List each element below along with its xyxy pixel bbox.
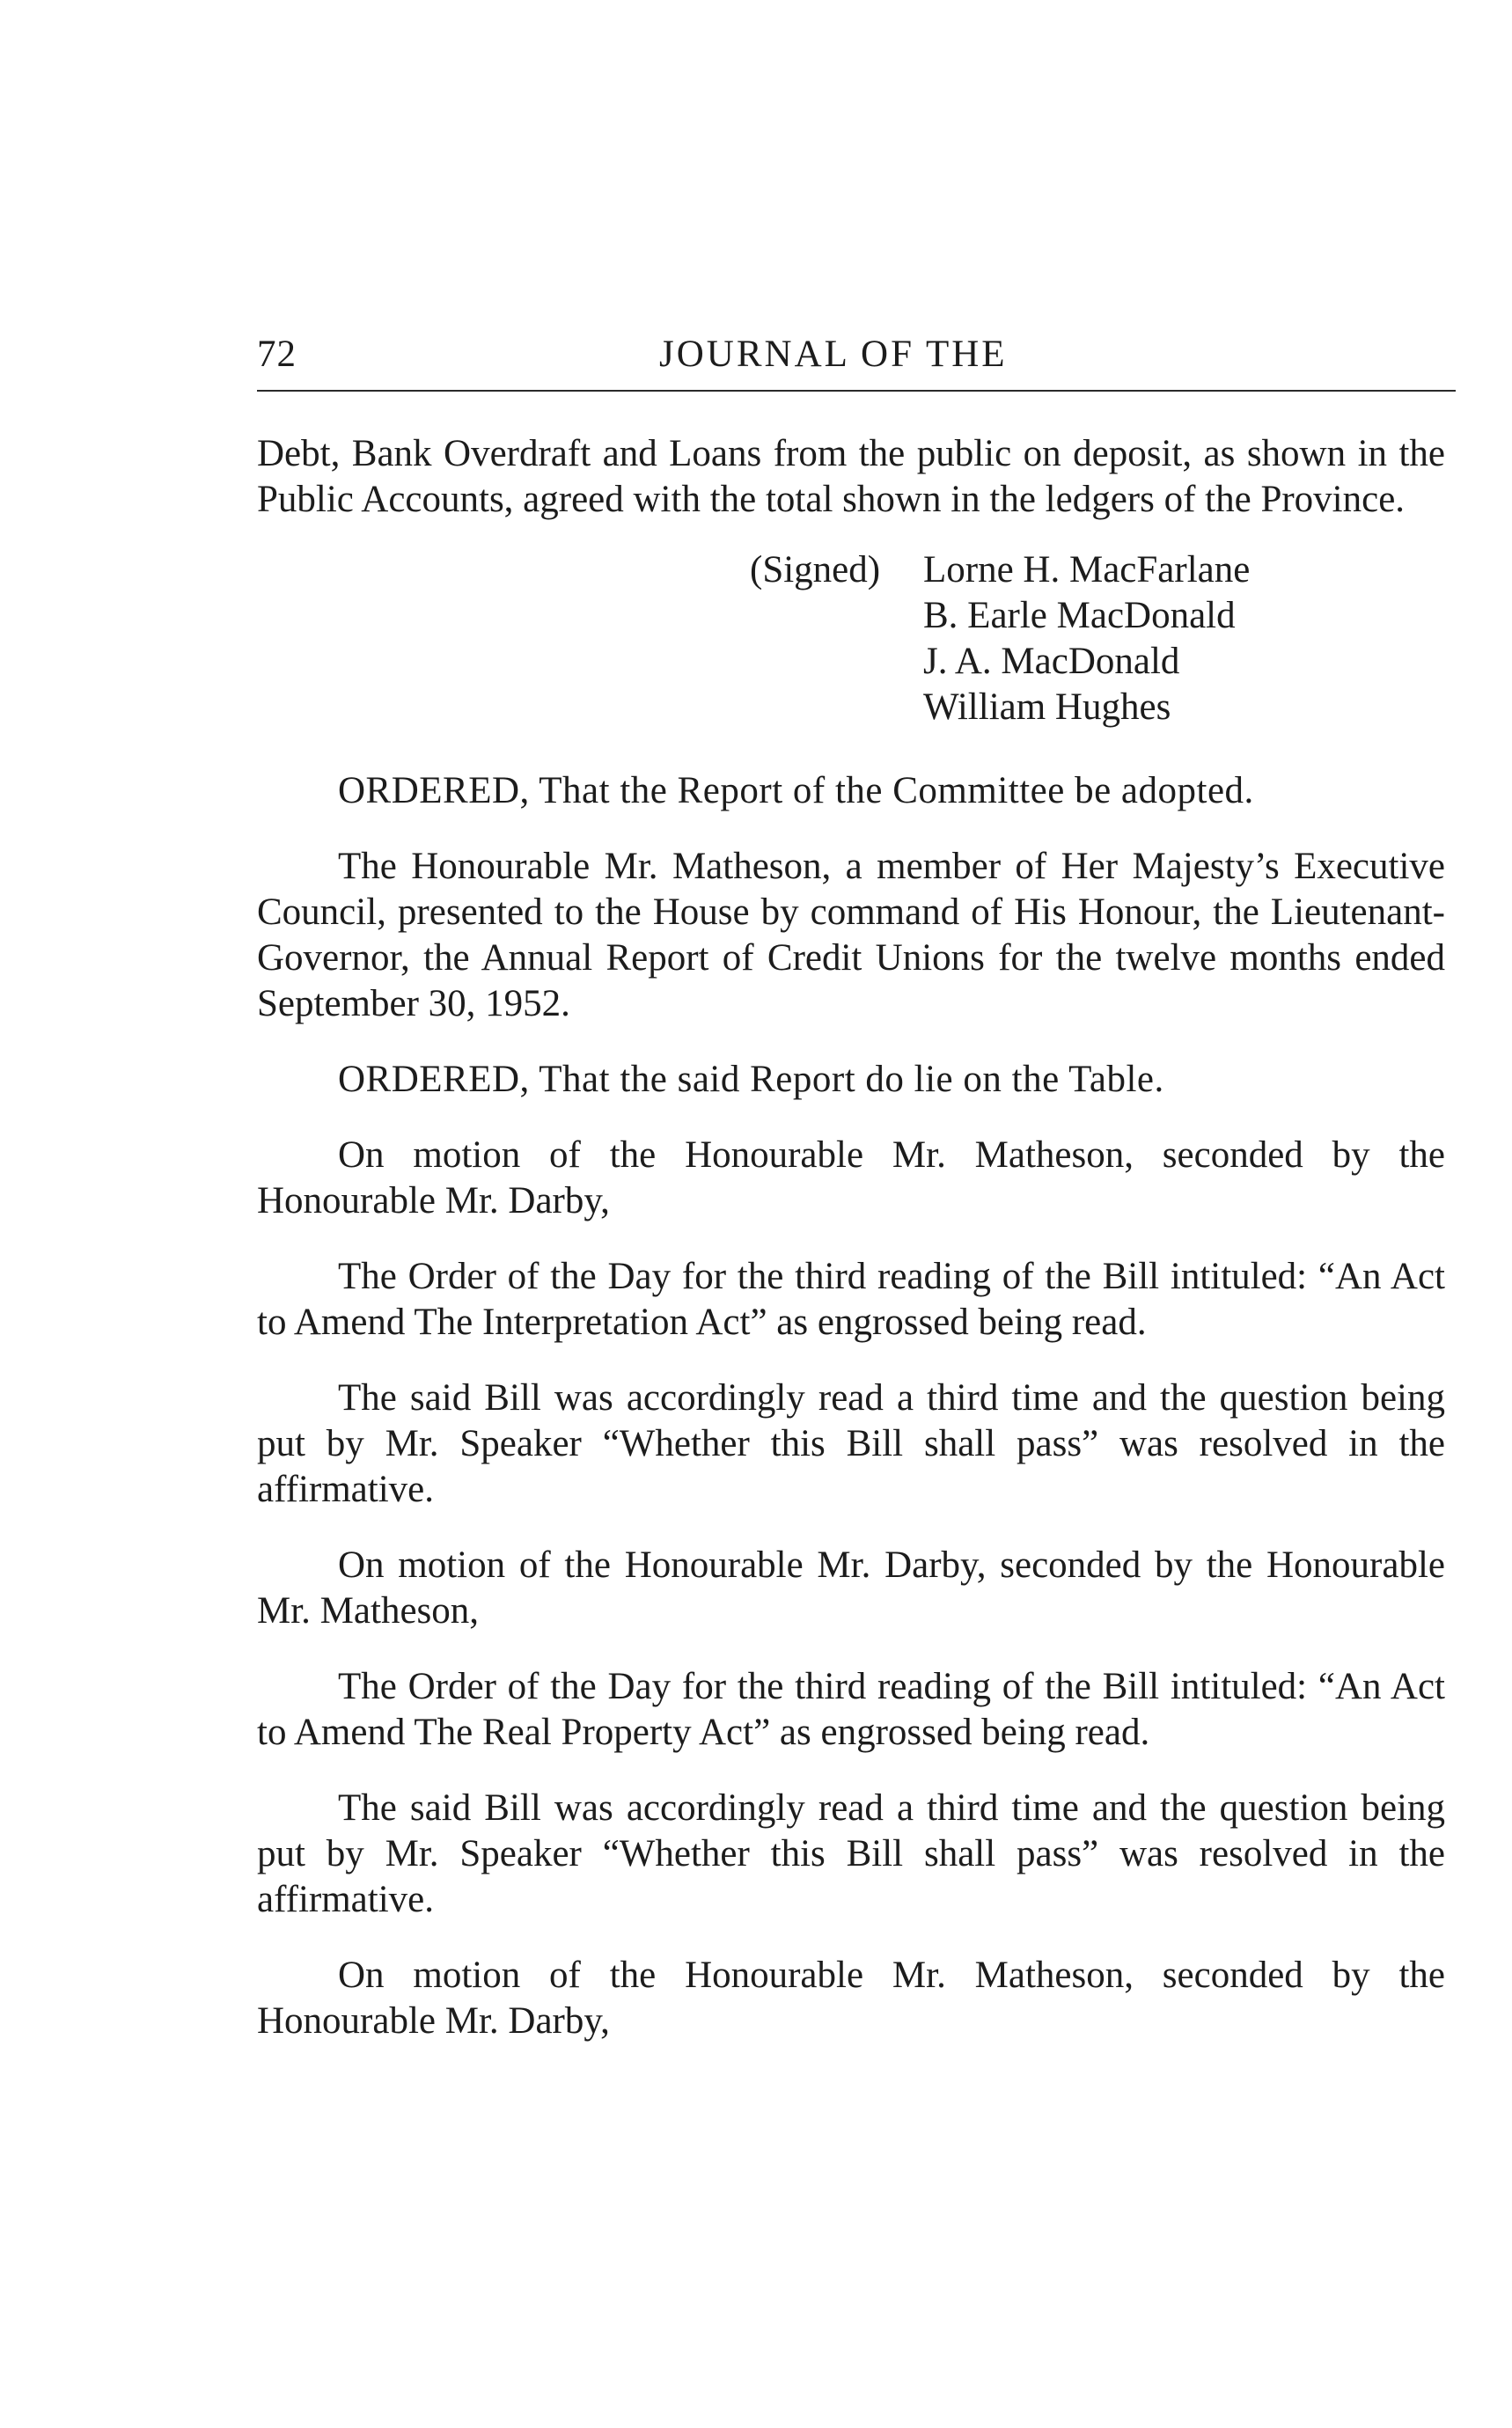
paragraph-debt-continuation: Debt, Bank Overdraft and Loans from the public on deposit, as shown in the Public Accounts, agreed with the total shown in the ledgers of the Province. <box>257 433 1445 520</box>
page-header <box>257 333 1454 385</box>
paragraph-motion-3: On motion of the Honourable Mr. Matheson, seconded by the Honourable Mr. Darby, <box>257 1955 1445 2042</box>
signature-block <box>257 547 1445 737</box>
signatory-name: William Hughes <box>923 686 1171 728</box>
signatory-name: B. Earle MacDonald <box>923 595 1236 636</box>
paragraph-motion-2: On motion of the Honourable Mr. Darby, seconded by the Honourable Mr. Matheson, <box>257 1544 1445 1632</box>
paragraph-order-of-day-2: The Order of the Day for the third reading of the Bill intituled: “An Act to Amend The Real Property Act” as engrossed being read. <box>257 1666 1445 1753</box>
running-title: JOURNAL OF THE <box>659 334 1008 375</box>
paragraph-ordered-adopted: ORDERED, That the Report of the Committee be adopted. <box>338 770 1254 811</box>
journal-body <box>257 431 1445 2074</box>
header-rule <box>257 390 1456 392</box>
page-number: 72 <box>257 334 297 375</box>
paragraph-bill-passed-2: The said Bill was accordingly read a third time and the question being put by Mr. Speaker “Whether this Bill shall pass” was resolved in the affirmative. <box>257 1787 1445 1920</box>
signatory-name: Lorne H. MacFarlane <box>923 549 1251 590</box>
paragraph-motion-1: On motion of the Honourable Mr. Matheson, seconded by the Honourable Mr. Darby, <box>257 1134 1445 1221</box>
signatory-name: J. A. MacDonald <box>923 641 1180 682</box>
signed-label: (Signed) <box>750 549 881 590</box>
paragraph-ordered-table: ORDERED, That the said Report do lie on the Table. <box>338 1059 1164 1100</box>
paragraph-order-of-day-1: The Order of the Day for the third reading of the Bill intituled: “An Act to Amend The Interpretation Act” as engrossed being read. <box>257 1256 1445 1343</box>
paragraph-bill-passed-1: The said Bill was accordingly read a third time and the question being put by Mr. Speaker “Whether this Bill shall pass” was resolved in the affirmative. <box>257 1377 1445 1510</box>
paragraph-credit-unions-report: The Honourable Mr. Matheson, a member of Her Majesty’s Executive Council, presented to the House by command of His Honour, the Lieutenant-Governor, the Annual Report of Credit Unions for the twelve months ended September 30, 1952. <box>257 846 1445 1024</box>
